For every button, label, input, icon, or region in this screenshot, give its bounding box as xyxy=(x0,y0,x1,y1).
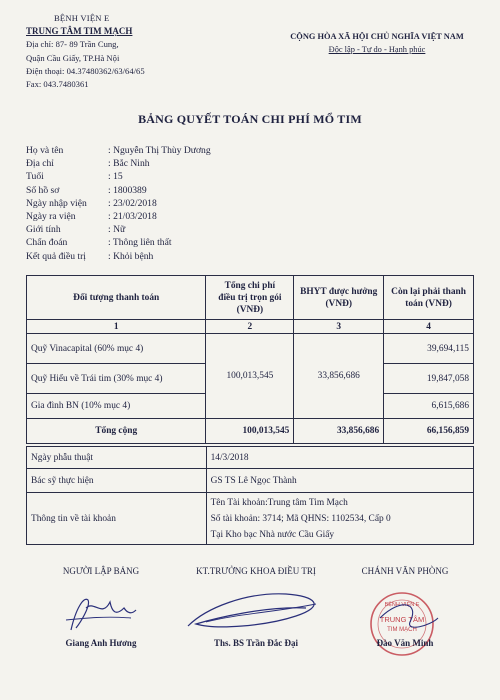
header-text: (VNĐ) xyxy=(325,298,352,309)
header-total-cost xyxy=(206,276,294,320)
signature-name: Giang Anh Hương xyxy=(65,638,137,648)
header-text: toán (VNĐ) xyxy=(405,298,452,309)
national-header xyxy=(272,30,482,56)
hospital-name: BỆNH VIỆN E xyxy=(54,13,110,23)
account-line: Tại Kho bạc Nhà nước Cầu Giấy xyxy=(210,529,335,540)
handwritten-signature-preparer xyxy=(36,578,166,638)
account-value xyxy=(206,493,473,545)
account-line: Tên Tài khoản:Trung tâm Tim Mạch xyxy=(210,497,348,508)
center-name: TRUNG TÂM TIM MẠCH xyxy=(26,26,133,37)
remaining-amount: 6,615,686 xyxy=(384,394,474,419)
total-row xyxy=(27,419,474,444)
info-row-age xyxy=(26,170,326,183)
info-row-gender xyxy=(26,223,326,236)
patient-info xyxy=(26,144,326,263)
info-label: Tuổi xyxy=(26,171,44,183)
doctor-row xyxy=(27,469,474,493)
header-text: BHYT được hưởng xyxy=(300,286,378,297)
national-motto: Độc lập - Tự do - Hạnh phúc xyxy=(328,45,426,54)
account-row xyxy=(27,493,474,545)
phone-line: Điện thoại: 04.37480362/63/64/65 xyxy=(26,65,145,76)
info-label: Kết quả điều trị xyxy=(26,250,86,262)
remaining-amount: 39,694,115 xyxy=(384,334,474,364)
handwritten-signature-head xyxy=(176,578,336,638)
cost-table xyxy=(26,275,474,444)
info-label: Ngày nhập viện xyxy=(26,197,87,209)
info-value: : 15 xyxy=(108,171,123,183)
info-row-address xyxy=(26,157,326,170)
info-label: Số hồ sơ xyxy=(26,184,60,196)
surgery-date-value: 14/3/2018 xyxy=(206,447,473,469)
info-label: Họ và tên xyxy=(26,145,64,156)
total-remaining: 66,156,859 xyxy=(384,419,474,444)
stamp-center-text: TRUNG TÂM xyxy=(379,615,425,624)
info-label: Ngày ra viện xyxy=(26,210,76,222)
info-value: : Thông liên thất xyxy=(108,237,172,249)
column-number-row xyxy=(27,320,474,334)
payer-label: Quỹ Vinacapital (60% mục 4) xyxy=(27,334,206,364)
header-text: điều trị trọn gói xyxy=(218,292,282,303)
table-row xyxy=(27,334,474,364)
extra-info-table xyxy=(26,446,474,545)
total-label: Tổng cộng xyxy=(27,419,206,444)
address-line-1: Địa chỉ: 87- 89 Trần Cung, xyxy=(26,39,119,50)
info-label: Giới tính xyxy=(26,224,61,236)
stamp-top-text: BỆNH VIỆN E xyxy=(384,602,420,608)
info-value: : 1800389 xyxy=(108,184,147,196)
info-value: : 23/02/2018 xyxy=(108,197,157,209)
info-row-diagnosis xyxy=(26,236,326,249)
info-row-name xyxy=(26,144,326,157)
info-row-discharge xyxy=(26,210,326,223)
account-line: Số tài khoản: 3714; Mã QHNS: 1102534, Cấp 0 xyxy=(210,513,391,524)
total-cost: 100,013,545 xyxy=(206,419,294,444)
info-label: Chẩn đoán xyxy=(26,237,68,249)
signature-role: KT.TRƯỞNG KHOA ĐIỀU TRỊ xyxy=(196,566,316,576)
info-value: : Bắc Ninh xyxy=(108,158,150,170)
signature-preparer xyxy=(36,566,166,648)
signature-name: Ths. BS Trần Đắc Đại xyxy=(214,638,298,648)
header-text: Tổng chi phí xyxy=(224,280,276,291)
doctor-label: Bác sỹ thực hiện xyxy=(27,469,207,493)
merged-total-cost: 100,013,545 xyxy=(206,334,294,419)
signature-office-chief xyxy=(340,566,470,648)
header-remaining xyxy=(384,276,474,320)
signature-role: NGƯỜI LẬP BẢNG xyxy=(62,566,140,576)
info-value: : 21/03/2018 xyxy=(108,210,157,222)
header-text: (VNĐ) xyxy=(236,304,264,315)
col-number: 2 xyxy=(206,320,294,334)
nation-title: CỘNG HÒA XÃ HỘI CHỦ NGHĨA VIỆT NAM xyxy=(290,32,464,41)
merged-insurance: 33,856,686 xyxy=(294,334,384,419)
surgery-date-label: Ngày phẫu thuật xyxy=(27,447,207,469)
info-value: : Khỏi bệnh xyxy=(108,250,154,262)
header-text: Còn lại phải thanh xyxy=(391,286,466,297)
info-label: Địa chỉ xyxy=(26,158,54,170)
info-value: : Nguyễn Thị Thùy Dương xyxy=(108,145,211,156)
payer-label: Gia đình BN (10% mục 4) xyxy=(27,394,206,419)
info-row-result xyxy=(26,250,326,263)
surgery-date-row xyxy=(27,447,474,469)
issuer-block xyxy=(26,12,226,91)
header-insurance xyxy=(294,276,384,320)
header-payer: Đối tượng thanh toán xyxy=(27,276,206,320)
col-number: 1 xyxy=(27,320,206,334)
document-title: BẢNG QUYẾT TOÁN CHI PHÍ MỔ TIM xyxy=(138,112,362,126)
info-row-record xyxy=(26,184,326,197)
address-line-2: Quận Cầu Giấy, TP.Hà Nội xyxy=(26,52,120,63)
signature-role: CHÁNH VĂN PHÒNG xyxy=(361,566,449,576)
total-insurance: 33,856,686 xyxy=(294,419,384,444)
col-number: 4 xyxy=(384,320,474,334)
info-value: : Nữ xyxy=(108,224,126,236)
signature-department-head xyxy=(176,566,336,648)
doctor-value: GS TS Lê Ngọc Thành xyxy=(206,469,473,493)
table-header-row xyxy=(27,276,474,320)
payer-label: Quỹ Hiểu về Trái tim (30% mục 4) xyxy=(27,364,206,394)
col-number: 3 xyxy=(294,320,384,334)
stamp-bottom-text: TIM MẠCH xyxy=(387,627,417,633)
fax-line: Fax: 043.7480361 xyxy=(26,79,89,90)
remaining-amount: 19,847,058 xyxy=(384,364,474,394)
signature-name: Đào Văn Minh xyxy=(376,638,434,648)
account-label: Thông tin về tài khoản xyxy=(27,493,207,545)
info-row-admit xyxy=(26,197,326,210)
